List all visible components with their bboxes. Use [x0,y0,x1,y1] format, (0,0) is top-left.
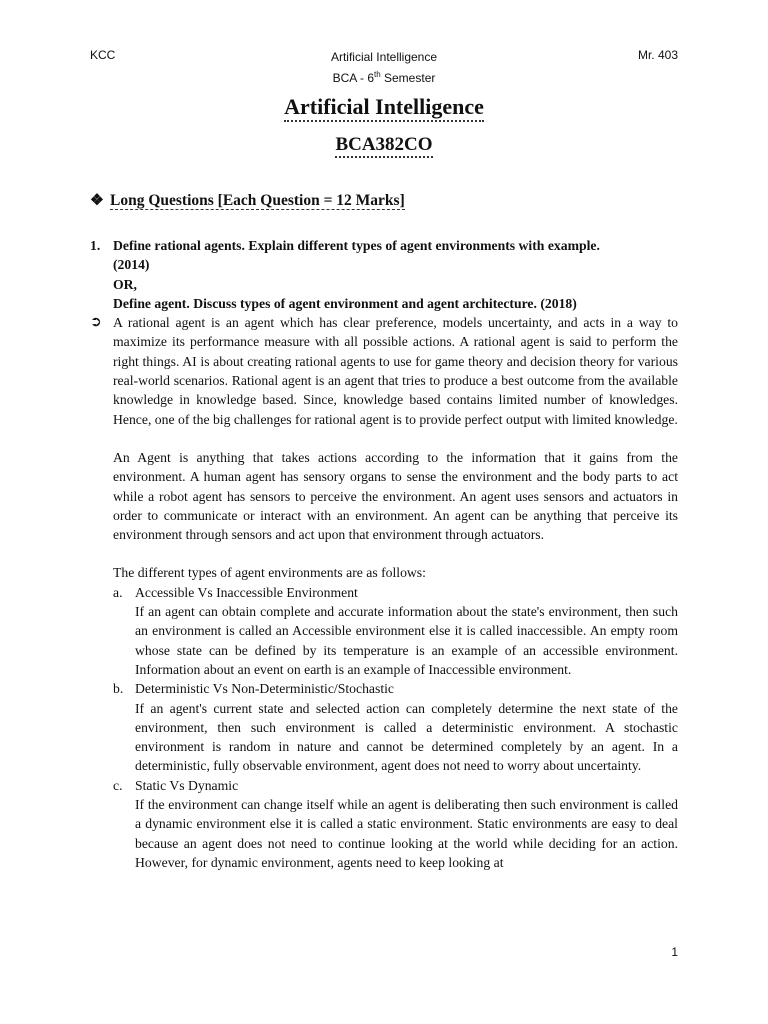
question [90,236,678,313]
answer-body [113,313,678,872]
answer-intro: The different types of agent environments are as follows: [113,565,426,581]
list-item-label: a. [113,584,123,600]
answer-arrow-icon: ➲ [90,315,102,331]
list-item-text: If the environment can change itself while an agent is deliberating then such environment is called a dynamic environment else it is called a static environment. Static environments are easy to deal because an agent does not need to continue looking at the world while deciding for an action. However, for dynamic environment, agents need to keep looking at [135,797,678,870]
list-item [113,679,678,775]
header-left: KCC [90,48,116,62]
header-course: Artificial Intelligence [330,50,438,64]
list-item-label: b. [113,681,124,697]
header-right: Mr. 403 [637,48,678,62]
header-semester-prefix: BCA - 6 [332,71,374,85]
course-code-text: BCA382CO [335,134,432,158]
section-heading [90,191,405,210]
section-heading-text: Long Questions [Each Question = 12 Marks] [110,192,405,209]
list-item-title: Static Vs Dynamic [135,777,239,793]
content-body [90,236,678,872]
header-semester-suffix: Semester [380,71,436,85]
environment-list [113,583,678,872]
document-title-text: Artificial Intelligence [284,94,484,122]
header-semester [0,66,768,87]
question-alt: Define agent. Discuss types of agent environment and agent architecture. (2018) [113,295,577,311]
answer [90,313,678,872]
answer-paragraph: An Agent is anything that takes actions according to the information that it gains from the environment. A human agent has sensory organs to sense the environment and the body parts to act while a robot agent has sensors to perceive the environment. An agent uses sensors and actuators in order to communicate or interact with an environment. An agent can be anything that perceive its environment through sensors and act upon that environment through actuators. [113,449,678,543]
answer-paragraph: A rational agent is an agent which has clear preference, models uncertainty, and acts in a way to maximize its performance measure with all possible actions. A rational agent is said to perform the right things. AI is about creating rational agents to use for game theory and decision theory for various real-world scenarios. Rational agent is an agent that tries to produce a best outcome from the available knowledge in knowledge based. Since, knowledge based contains limited number of knowledges. Hence, one of the big challenges for rational agent is to provide perfect output with limited knowledge. [113,315,678,427]
list-item [113,583,678,679]
question-number: 1. [90,238,101,253]
page-number: 1 [671,945,678,959]
header-semester-sup: th [374,70,381,79]
question-line: Define rational agents. Explain different types of agent environments with example. [113,238,600,253]
list-item [113,776,678,872]
question-body [113,236,678,313]
list-item-text: If an agent's current state and selected action can completely determine the next state of the environment, then such environment is called a deterministic environment. A stochastic environment is random in nature and cannot be determined completely by an agent. In a deterministic, fully observable environment, agent does not need to worry about uncertainty. [135,700,678,774]
list-item-label: c. [113,777,123,793]
question-or: OR, [113,276,137,292]
question-year: (2014) [113,257,150,273]
list-item-title: Accessible Vs Inaccessible Environment [135,584,358,600]
course-code [0,134,768,156]
document-title [0,94,768,120]
diamond-bullet-icon: ❖ [90,192,104,209]
list-item-text: If an agent can obtain complete and accurate information about the state's environment, then such an environment is called an Accessible environment else it is called inaccessible. An empty room whose state can be defined by its temperature is an example of an accessible environment. Information about an event on earth is an example of Inaccessible environment. [135,604,678,677]
list-item-title: Deterministic Vs Non-Deterministic/Stochastic [135,681,394,697]
